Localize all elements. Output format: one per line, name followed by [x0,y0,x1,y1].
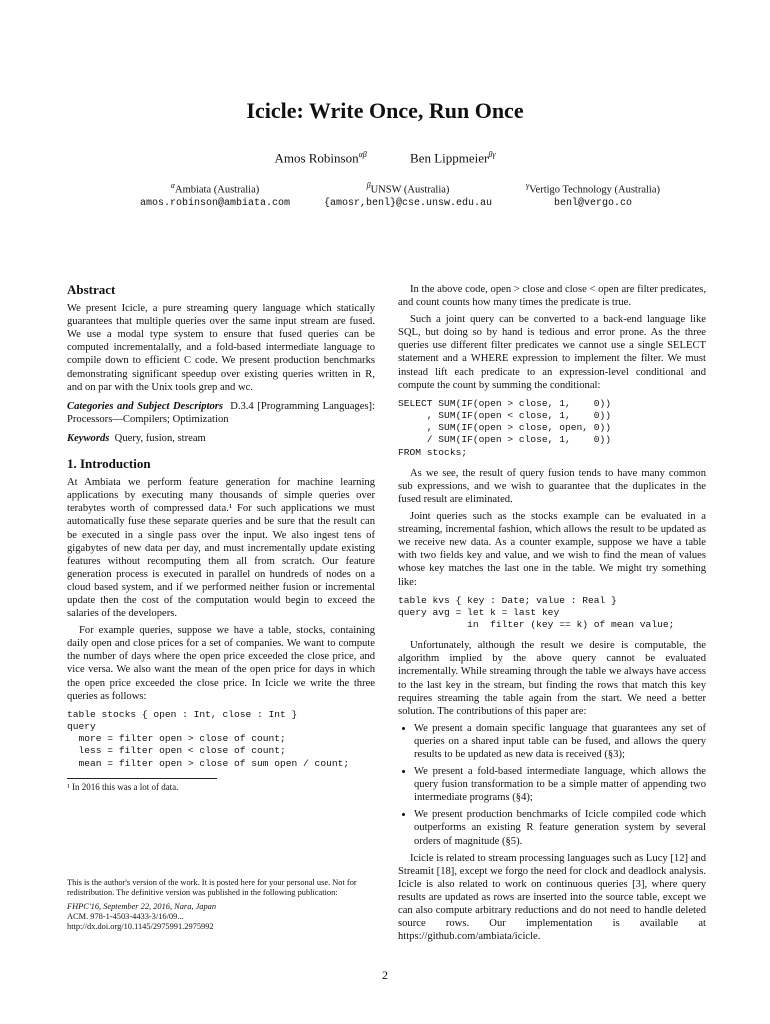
categories: Categories and Subject Descriptors D.3.4 [Programming Languages]: Processors—Compilers; Optimization [67,400,375,425]
abstract-text: We present Icicle, a pure streaming query language which statically guarantees that multiple queries over the same input stream are fused. We use a modal type system to ensure that fused queries can be computed incrementalally, and a fold-based intermediate language to compile down to efficient C code. We present production benchmarks demonstrating significant speedup over existing queries written in R, and on par with the Unix tools grep and wc. [67,303,375,393]
code-block: table stocks { open : Int, close : Int } query more = filter open > close of count; less = filter open < close of count; mean = filter open > close of sum open / count; [67,708,350,769]
keywords: Keywords Query, fusion, stream [67,432,206,444]
affiliation: $^\alpha$Ambiata (Australia) amos.robinson@ambiata.com [140,181,291,209]
left-column [67,283,375,793]
affiliation: $^\gamma$Vertigo Technology (Australia) benl@vergo.co [525,181,660,209]
email: {amosr,benl}@cse.unsw.edu.au [323,197,493,209]
list-item: • We present a domain specific language that guarantees any set of queries on a shared input table can be fused, and allows the query results to be updated as new data is received (§3); [414,722,706,761]
code-block: SELECT SUM(IF(open > close, 1, 0)) , SUM(IF(open < close, 1, 0)) , SUM(IF(open > close, open, 0)) / SUM(IF(open > close, 1, 0)) FROM stocks; [398,397,612,458]
intro-paragraph: At Ambiata we perform feature generation for machine learning applications by executing many thousands of simple queries over terabytes worth of compressed data.¹ For such applications we must automatically fuse these separate queries and be sure that the result can be executed in a single pass over the input. We also ingest tens of gigabytes of new data per day, and must incrementally update existing features without recomputing them all from scratch. Our feature generation process is executed in parallel on hundreds of nodes on a cloud based system, and if we performed neither fusion or incremental update then the cost of the computation would begin to exceed the salaries of the developers. [67,477,375,620]
author-list [0,150,770,166]
body-paragraph: Such a joint query can be converted to a back-end language like SQL, but doing so by hand is tedious and error prone. As the three queries use different filter predicates we cannot use a single SELECT statement and a WHERE expression to implement the filter. We must instead lift each predicate to an expression-level conditional and compute the count by summing the conditional: [398,314,706,391]
affiliations [140,181,660,209]
body-paragraph: Unfortunately, although the result we desire is computable, the algorithm implied by the above query cannot be evaluated incrementally. While streaming through the table we always have access to the last key in the stream, but finding the rows that match this key requires streaming the table again from the start. We need a better solution. The contributions of this paper are: [398,640,706,717]
abstract-heading: Abstract [67,282,116,297]
right-column [398,283,706,947]
affiliation: $^\beta$UNSW (Australia) {amosr,benl}@cse.unsw.edu.au [323,181,493,209]
email: benl@vergo.co [553,197,632,209]
doi-link[interactable]: http://dx.doi.org/10.1145/2975991.2975992 [67,922,214,931]
author: Amos Robinson$^{\alpha\beta}$ [274,150,367,166]
email: amos.robinson@ambiata.com [140,197,291,209]
list-item: • We present a fold-based intermediate language, which allows the query fusion transformation to be a simple matter of appending two intermediate programs (§4); [414,765,706,804]
intro-heading: 1. Introduction [67,456,151,472]
body-paragraph: Icicle is related to stream processing languages such as Lucy [12] and Streamit [18], except we forgo the need for clock and deadlock analysis. Icicle is also related to work on continuous queries [3], where query results are updated as rows are inserted into the source table, except we can also compute arbitrary reductions and do not need to handle deleted source rows. Our implementation is available at https://github.com/ambiata/icicle. [398,852,706,943]
intro-paragraph: For example queries, suppose we have a table, stocks, containing daily open and close prices for a set of companies. We want to compute the number of days where the open price exceeded the close price, and vice versa. We also want the mean of the open price for days in which the open price exceeded the close price. In Icicle we write the three queries as follows: [67,625,375,702]
page-number: 2 [382,968,388,982]
footnote-rule [67,778,217,779]
copyright-notice: This is the author's version of the work. It is posted here for your personal use. Not for redistribution. The definitive version was published in the following publication: FHPC'16, September 22, 2016, Nara, Japan ACM. 978-1-4503-4433-3/16/09... http://dx.doi.org/10.1145/2975991.2975992 [67,878,375,932]
body-paragraph: Joint queries such as the stocks example can be evaluated in a streaming, incremental fashion, which allows the result to be updated as we receive new data. As a counter example, suppose we have a table with two fields key and value, and we wish to find the mean of values whose key matches the last one in the table. We might try something like: [398,511,706,588]
paper-title: Icicle: Write Once, Run Once [246,98,524,123]
list-item: • We present production benchmarks of Icicle compiled code which outperforms an existing R feature generation system by several orders of magnitude (§5). [414,808,706,847]
footnote: ¹ In 2016 this was a lot of data. [67,781,179,792]
author: Ben Lippmeier$^{\beta\gamma}$ [410,150,496,166]
code-block: table kvs { key : Date; value : Real } query avg = let k = last key in filter (key == k) of mean value; [398,594,675,631]
body-paragraph: As we see, the result of query fusion tends to have many common sub expressions, and we wish to guarantee that the duplicates in the fused result are eliminated. [398,467,706,505]
contribution-list [398,722,706,848]
body-paragraph: In the above code, open > close and close < open are filter predicates, and count counts how many times the predicate is true. [398,284,706,309]
